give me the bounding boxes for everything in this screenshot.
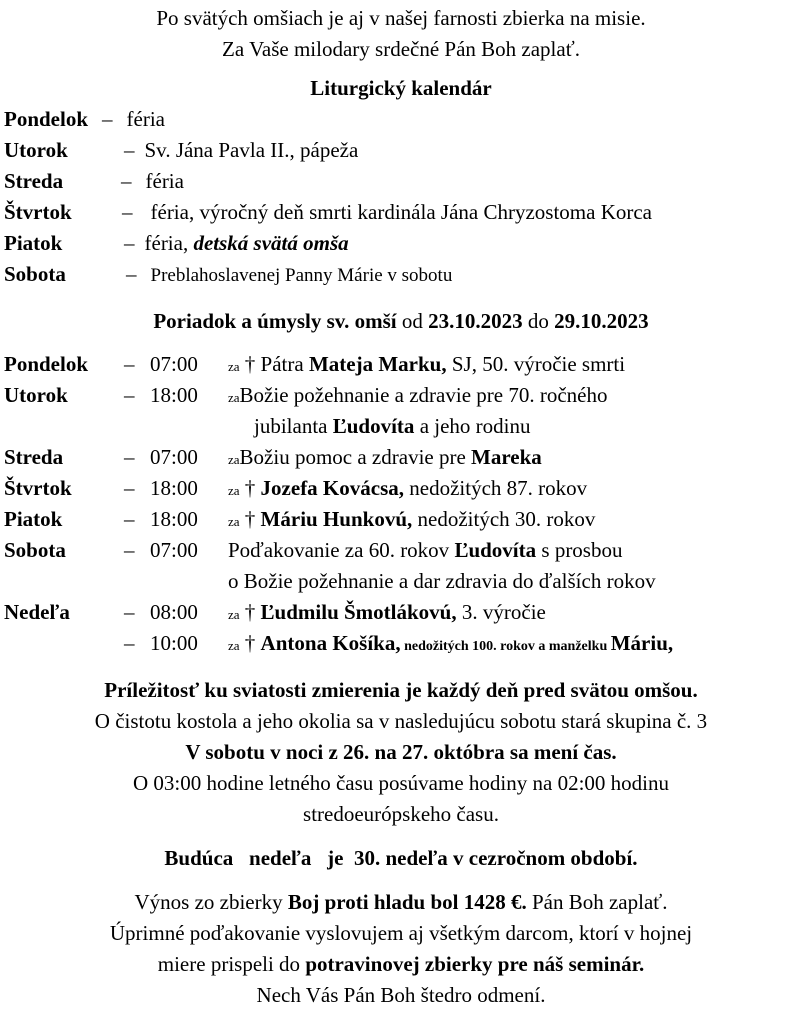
mass-name: Ľudmilu Šmotlákovú, (260, 600, 457, 624)
mass-row (4, 504, 62, 535)
calendar-dash: – (124, 231, 135, 255)
mass-time: 07:00 (150, 445, 198, 469)
collection-text: miere prispeli do (157, 952, 306, 976)
cross-icon: † (244, 631, 256, 655)
mass-dash: – (124, 445, 135, 469)
mass-text: a jeho rodinu (414, 414, 531, 438)
mass-intention (228, 597, 546, 630)
mass-day: Streda (4, 445, 64, 469)
mass-name: Ľudovíta (332, 414, 415, 438)
mass-dash: – (124, 352, 135, 376)
calendar-text: Preblahoslavenej Panny Márie v sobotu (150, 265, 453, 286)
mass-text: s prosbou (536, 538, 623, 562)
mass-time: 10:00 (150, 631, 198, 655)
mass-time: 07:00 (150, 538, 198, 562)
next-sunday-notice: Budúca nedeľa je 30. nedeľa v cezročnom období. (164, 846, 638, 870)
calendar-day: Utorok (4, 138, 68, 162)
mass-row (4, 349, 88, 380)
mass-intention-cont: o Božie požehnanie a dar zdravia do ďalších rokov (228, 569, 656, 593)
mass-text: Pátra (255, 352, 309, 376)
mass-text: SJ, 50. výročie smrti (446, 352, 626, 376)
mass-dash: – (124, 600, 135, 624)
calendar-dash: – (121, 169, 132, 193)
calendar-day: Piatok (4, 231, 63, 255)
masses-title-text: Poriadok a úmysly sv. omší (153, 309, 397, 333)
collection-amount: Boj proti hladu bol 1428 €. (287, 890, 527, 914)
mass-intention (228, 380, 607, 413)
masses-title-do: do (522, 309, 555, 333)
mass-day: Utorok (4, 383, 68, 407)
mass-day: Nedeľa (4, 600, 70, 624)
cross-icon: † (244, 476, 256, 500)
mass-text: jubilanta (254, 414, 333, 438)
mass-name: Mareka (471, 445, 542, 469)
mass-row (4, 380, 68, 411)
mass-time: 18:00 (150, 383, 198, 407)
mass-dash: – (124, 507, 135, 531)
mass-name: Mateja Marku, (308, 352, 447, 376)
calendar-day: Sobota (4, 262, 66, 286)
mass-name: Jozefa Kovácsa, (260, 476, 405, 500)
mass-intention (228, 442, 542, 475)
mass-day: Pondelok (4, 352, 89, 376)
mass-name: Antona Košíka, (260, 631, 401, 655)
mass-day: Sobota (4, 538, 66, 562)
mass-row (4, 442, 63, 473)
confession-notice: Príležitosť ku sviatosti zmierenia je každý deň pred svätou omšou. (104, 678, 698, 702)
mass-za: za (228, 452, 240, 467)
mass-intention (228, 535, 622, 566)
masses-date-to: 29.10.2023 (554, 309, 649, 333)
cross-icon: † (244, 507, 256, 531)
mass-time: 18:00 (150, 476, 198, 500)
time-change-detail-2: stredoeurópskeho času. (303, 802, 499, 826)
mass-day: Štvrtok (4, 476, 72, 500)
cross-icon: † (244, 600, 256, 624)
intro (0, 3, 802, 65)
mass-intention (228, 473, 587, 506)
mass-row (4, 535, 66, 566)
intro-line-2: Za Vaše milodary srdečné Pán Boh zaplať. (222, 37, 580, 61)
collection-text: Pán Boh zaplať. (526, 890, 668, 914)
collection-line-2: Úprimné poďakovanie vyslovujem aj všetkým darcom, ktorí v hojnej (109, 921, 693, 945)
mass-za: za (228, 483, 240, 498)
mass-dash: – (124, 631, 135, 655)
calendar-dash: – (102, 107, 113, 131)
calendar-day: Štvrtok (4, 200, 72, 224)
calendar-dash: – (124, 138, 135, 162)
mass-name: Máriu, (610, 631, 674, 655)
mass-row (4, 597, 70, 628)
calendar-day: Streda (4, 169, 64, 193)
calendar-text: Sv. Jána Pavla II., pápeža (144, 138, 359, 162)
calendar-row (4, 135, 358, 166)
collection-line-1 (0, 887, 802, 918)
mass-name: Máriu Hunkovú, (260, 507, 413, 531)
mass-dash: – (124, 476, 135, 500)
calendar-emphasis: detská svätá omša (193, 231, 349, 255)
mass-za: za (228, 359, 240, 374)
collection (0, 887, 802, 1011)
mass-text: Božie požehnanie a zdravie pre 70. ročného (239, 383, 608, 407)
mass-za: za (228, 514, 240, 529)
calendar-row (4, 228, 349, 259)
masses-title (0, 306, 802, 337)
mass-intention (228, 628, 673, 662)
mass-text: nedožitých 87. rokov (404, 476, 588, 500)
mass-small-text: nedožitých 100. rokov a manželku (400, 639, 611, 654)
mass-text: nedožitých 30. rokov (412, 507, 596, 531)
mass-intention (228, 504, 595, 537)
calendar-day: Pondelok (4, 107, 89, 131)
notices (0, 675, 802, 830)
masses-title-od: od (396, 309, 429, 333)
mass-za: za (228, 390, 240, 405)
calendar-dash: – (122, 200, 133, 224)
mass-dash: – (124, 383, 135, 407)
mass-row (4, 473, 72, 504)
calendar-title: Liturgický kalendár (310, 76, 492, 100)
mass-text: Poďakovanie za 60. rokov (228, 538, 455, 562)
collection-line-3 (0, 949, 802, 980)
time-change-notice: V sobotu v noci z 26. na 27. októbra sa mení čas. (185, 740, 617, 764)
collection-emphasis: potravinovej zbierky pre náš seminár. (305, 952, 645, 976)
cleaning-notice: O čistotu kostola a jeho okolia sa v nasledujúcu sobotu stará skupina č. 3 (94, 709, 708, 733)
mass-intention-cont (254, 411, 531, 442)
calendar-row (4, 259, 452, 290)
mass-time: 08:00 (150, 600, 198, 624)
mass-day: Piatok (4, 507, 63, 531)
calendar-row (4, 166, 184, 197)
mass-text: Božiu pomoc a zdravie pre (239, 445, 472, 469)
calendar-row (4, 104, 165, 135)
mass-za: za (228, 638, 240, 653)
mass-text: 3. výročie (456, 600, 546, 624)
calendar-text: féria, výročný deň smrti kardinála Jána Chryzostoma Korca (150, 200, 652, 224)
calendar-dash: – (126, 262, 137, 286)
mass-dash: – (124, 538, 135, 562)
intro-line-1: Po svätých omšiach je aj v našej farnosti zbierka na misie. (156, 6, 646, 30)
collection-text: Výnos zo zbierky (134, 890, 288, 914)
time-change-detail-1: O 03:00 hodine letného času posúvame hodiny na 02:00 hodinu (132, 771, 669, 795)
cross-icon: † (244, 352, 256, 376)
collection-line-4: Nech Vás Pán Boh štedro odmení. (256, 983, 546, 1007)
mass-za: za (228, 607, 240, 622)
calendar-text: féria (126, 107, 165, 131)
mass-intention (228, 349, 625, 382)
calendar-text: féria, (144, 231, 194, 255)
mass-name: Ľudovíta (454, 538, 537, 562)
mass-time: 07:00 (150, 352, 198, 376)
calendar-row (4, 197, 652, 228)
mass-time: 18:00 (150, 507, 198, 531)
masses-date-from: 23.10.2023 (428, 309, 523, 333)
calendar-text: féria (145, 169, 184, 193)
